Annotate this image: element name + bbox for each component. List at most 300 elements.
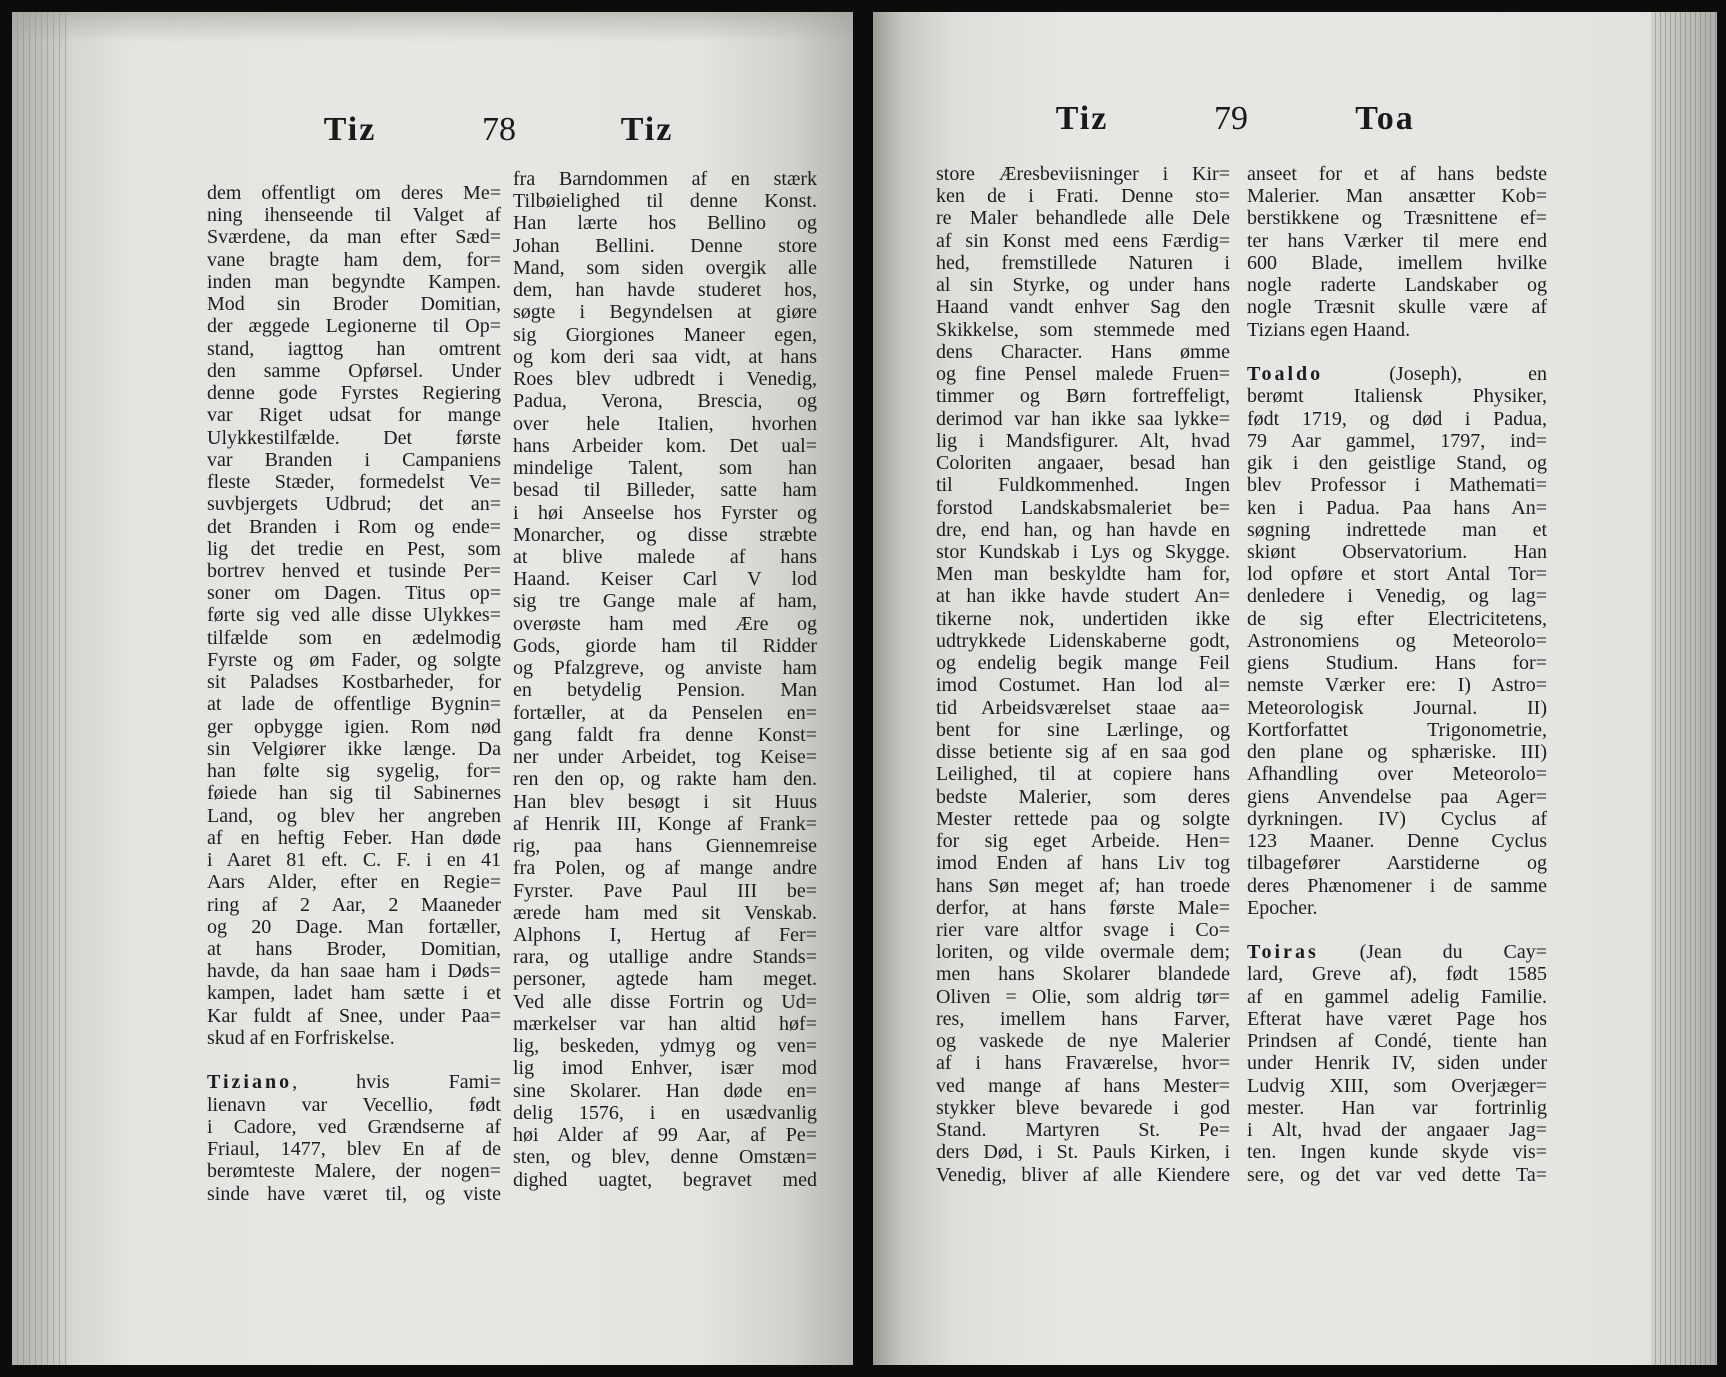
text-line	[513, 479, 817, 501]
text-line	[207, 1027, 501, 1049]
text-line	[1247, 875, 1547, 897]
entry-headword: Tiziano	[207, 1071, 293, 1094]
text-line	[207, 1094, 501, 1116]
line-text: sere, og det var ved dette Ta=	[1247, 1163, 1547, 1186]
text-line	[936, 230, 1230, 252]
line-text: født 1719, og død i Padua,	[1247, 407, 1547, 430]
text-line	[513, 324, 817, 346]
text-line	[1247, 1008, 1547, 1030]
line-text: af i hans Fraværelse, hvor=	[936, 1052, 1230, 1075]
text-line	[1247, 585, 1547, 607]
text-line	[936, 497, 1230, 519]
line-text: i høi Anseelse hos Fyrster og	[513, 501, 817, 524]
text-line	[513, 524, 817, 546]
text-line	[936, 519, 1230, 541]
text-line	[1247, 185, 1547, 207]
line-text: denledere i Venedig, og lag=	[1247, 585, 1547, 608]
line-text: men hans Skolarer blandede	[936, 963, 1230, 986]
line-text: Gods, giorde ham til Ridder	[513, 634, 817, 657]
line-text: Alphons I, Hertug af Fer=	[513, 923, 817, 946]
running-head-left: Tiz	[1055, 100, 1109, 137]
text-line	[513, 212, 817, 234]
text-line	[1247, 452, 1547, 474]
line-text: af sin Konst med eens Færdig=	[936, 229, 1230, 252]
line-text: blev Professor i Mathemati=	[1247, 474, 1547, 497]
line-text: Fyrste og øm Fader, og solgte	[207, 648, 501, 671]
text-line	[513, 768, 817, 790]
line-text: Fyrster. Pave Paul III be=	[513, 879, 817, 902]
text-line	[207, 960, 501, 982]
text-line	[207, 849, 501, 871]
text-line	[513, 1146, 817, 1168]
line-text: Prindsen af Condé, tiente han	[1247, 1030, 1547, 1053]
page-number: 78	[482, 111, 516, 148]
text-line	[513, 991, 817, 1013]
line-text: søgte i Begyndelsen at giøre	[513, 301, 817, 324]
line-text: Kar fuldt af Snee, under Paa=	[207, 1004, 501, 1027]
line-text: og fine Pensel malede Fruen=	[936, 363, 1230, 386]
text-line	[936, 830, 1230, 852]
text-line	[513, 813, 817, 835]
text-line	[1247, 697, 1547, 719]
line-text: forstod Landskabsmaleriet be=	[936, 496, 1230, 519]
text-line	[936, 541, 1230, 563]
line-text: skud af en Forfriskelse.	[207, 1026, 395, 1049]
line-text: det Branden i Rom og ende=	[207, 515, 501, 538]
text-line	[936, 875, 1230, 897]
line-text: dighed uagtet, begravet med	[513, 1168, 817, 1191]
line-text: 600 Blade, imellem hvilke	[1247, 251, 1547, 274]
text-line	[936, 1030, 1230, 1052]
line-text: re Maler behandlede alle Dele	[936, 207, 1230, 230]
text-line	[936, 1141, 1230, 1163]
line-text: og kom deri saa vidt, at hans	[513, 345, 817, 368]
text-line	[513, 279, 817, 301]
line-text: hans Søn meget af; han troede	[936, 874, 1230, 897]
line-text: den plane og sphæriske. III)	[1247, 741, 1547, 764]
line-text: førte sig ved alle disse Ulykkes=	[207, 604, 501, 627]
text-line	[513, 190, 817, 212]
text-line	[207, 582, 501, 604]
line-text: Kortforfattet Trigonometrie,	[1247, 718, 1547, 741]
line-text: berømteste Malere, der nogen=	[207, 1160, 501, 1183]
line-text: nogle Træsnit skulle være af	[1247, 296, 1547, 319]
text-line	[207, 293, 501, 315]
dictionary-entry	[1247, 363, 1547, 919]
text-line	[1247, 1052, 1547, 1074]
text-line	[207, 360, 501, 382]
line-text: Han lærte hos Bellino og	[513, 212, 817, 235]
text-line	[1247, 741, 1547, 763]
text-line	[513, 857, 817, 879]
text-line	[936, 385, 1230, 407]
text-line	[207, 315, 501, 337]
line-text: bent for sine Lærlinge, og	[936, 718, 1230, 741]
text-line	[207, 1005, 501, 1027]
line-text: ren den op, og rakte ham den.	[513, 768, 817, 791]
line-text: den samme Opførsel. Under	[207, 359, 501, 382]
line-text: overøste ham med Ære og	[513, 612, 817, 635]
text-line	[936, 430, 1230, 452]
text-line	[936, 252, 1230, 274]
line-text: store Æresbeviisninger i Kir=	[936, 163, 1230, 185]
text-line	[1247, 1030, 1547, 1052]
text-line	[1247, 630, 1547, 652]
line-text: sig Giorgiones Maneer egen,	[513, 323, 817, 346]
text-line	[1247, 541, 1547, 563]
line-text: Aars Alder, efter en Regie=	[207, 871, 501, 894]
line-text: Ludvig XIII, som Overjæger=	[1247, 1074, 1547, 1097]
line-text: inden man begyndte Kampen.	[207, 270, 501, 293]
text-line	[936, 652, 1230, 674]
text-line	[513, 968, 817, 990]
text-line	[936, 563, 1230, 585]
line-text: denne gode Fyrstes Regiering	[207, 382, 501, 405]
text-line	[513, 880, 817, 902]
line-text: hans Arbeider kom. Det ual=	[513, 434, 817, 457]
text-line	[207, 671, 501, 693]
line-text: sig tre Gange male af ham,	[513, 590, 817, 613]
line-text: lod opføre et stort Antal Tor=	[1247, 563, 1547, 586]
line-text: timmer og Børn fortreffeligt,	[936, 385, 1230, 408]
line-text: Epocher.	[1247, 896, 1318, 919]
line-text: en betydelig Pension. Man	[513, 679, 817, 702]
line-text: disse betiente sig af en saa god	[936, 741, 1230, 764]
text-line	[1247, 207, 1547, 229]
text-line	[207, 627, 501, 649]
line-text: Leilighed, til at copiere hans	[936, 763, 1230, 786]
text-line	[936, 474, 1230, 496]
line-text: berømt Italiensk Physiker,	[1247, 385, 1547, 408]
text-line	[1247, 385, 1547, 407]
line-text: sine Skolarer. Han døde en=	[513, 1079, 817, 1102]
line-text: 79 Aar gammel, 1797, ind=	[1247, 429, 1547, 452]
line-text: Monarcher, og disse stræbte	[513, 523, 817, 546]
text-line	[207, 538, 501, 560]
line-text: derimod var han ikke saa lykke=	[936, 407, 1230, 430]
line-text: Men man beskyldte ham for,	[936, 563, 1230, 586]
text-line	[1247, 563, 1547, 585]
text-line	[1247, 808, 1547, 830]
text-line	[207, 471, 501, 493]
text-paragraph	[1247, 163, 1547, 341]
text-line	[513, 946, 817, 968]
line-text: at lade de offentlige Bygnin=	[207, 693, 501, 716]
text-line	[1247, 963, 1547, 985]
line-text: og Pfalzgreve, og anviste ham	[513, 657, 817, 680]
line-text: at han ikke havde studert An=	[936, 585, 1230, 608]
text-line	[1247, 674, 1547, 696]
line-text: Efterat have været Page hos	[1247, 1007, 1547, 1030]
text-line	[936, 1119, 1230, 1141]
text-line	[513, 568, 817, 590]
page-stack-edge	[1651, 12, 1717, 1365]
running-head-left: Tiz	[323, 111, 377, 148]
text-line	[207, 338, 501, 360]
line-text: soner om Dagen. Titus op=	[207, 582, 501, 605]
line-text: Afhandling over Meteorolo=	[1247, 763, 1547, 786]
text-line	[1247, 274, 1547, 296]
line-text: fleste Stæder, formedelst Ve=	[207, 471, 501, 494]
text-line	[207, 938, 501, 960]
text-line	[207, 271, 501, 293]
text-line	[207, 894, 501, 916]
text-line	[936, 585, 1230, 607]
line-text: Meteorologisk Journal. II)	[1247, 696, 1547, 719]
text-line	[1247, 1164, 1547, 1186]
text-line	[936, 363, 1230, 385]
text-column	[513, 168, 817, 1191]
text-line	[513, 590, 817, 612]
line-text: for sig eget Arbeide. Hen=	[936, 830, 1230, 853]
text-line	[513, 368, 817, 390]
text-line	[513, 835, 817, 857]
text-line	[513, 613, 817, 635]
line-text: tikerne nok, undertiden ikke	[936, 607, 1230, 630]
running-head-right: Tiz	[620, 111, 674, 148]
line-text: mester. Han var fortrinlig	[1247, 1096, 1547, 1119]
text-line	[936, 897, 1230, 919]
text-line	[936, 408, 1230, 430]
line-text: suvbjergets Udbrud; det an=	[207, 493, 501, 516]
text-line	[207, 1138, 501, 1160]
text-line	[1247, 941, 1547, 963]
line-text: fortæller, at da Penselen en=	[513, 701, 817, 724]
line-text: personer, agtede ham meget.	[513, 968, 817, 991]
text-line	[513, 1057, 817, 1079]
text-line	[936, 697, 1230, 719]
text-line	[513, 635, 817, 657]
line-text: gik i den geistlige Stand, og	[1247, 452, 1547, 475]
text-line	[513, 235, 817, 257]
text-line	[207, 827, 501, 849]
text-line	[936, 963, 1230, 985]
text-line	[513, 301, 817, 323]
line-text: Haand vandt enhver Sag den	[936, 296, 1230, 319]
text-line	[207, 604, 501, 626]
line-text: i Alt, hvad der angaaer Jag=	[1247, 1119, 1547, 1142]
text-line	[1247, 163, 1547, 185]
line-text: Mester rettede paa og solgte	[936, 807, 1230, 830]
text-line	[936, 763, 1230, 785]
text-line	[207, 226, 501, 248]
text-line	[513, 546, 817, 568]
line-text: Mand, som siden overgik alle	[513, 256, 817, 279]
line-text: Coloriten angaaer, besad han	[936, 452, 1230, 475]
line-text: lig i Mandsfigurer. Alt, hvad	[936, 429, 1230, 452]
right-page	[873, 12, 1717, 1365]
text-line	[936, 319, 1230, 341]
line-text: Roes blev udbredt i Venedig,	[513, 368, 817, 391]
line-text: bortrev henved et tusinde Per=	[207, 559, 501, 582]
text-line	[207, 427, 501, 449]
text-line	[513, 902, 817, 924]
line-text: og vaskede de nye Malerier	[936, 1030, 1230, 1053]
line-text: dem, han havde studeret hos,	[513, 279, 817, 302]
line-text: stykker bleve bevarede i god	[936, 1096, 1230, 1119]
text-line	[936, 941, 1230, 963]
line-text: stor Kundskab i Lys og Skygge.	[936, 540, 1230, 563]
line-text: dyrkningen. IV) Cyclus af	[1247, 807, 1547, 830]
line-text: Johan Bellini. Denne store	[513, 234, 817, 257]
line-text: nemste Værker ere: I) Astro=	[1247, 674, 1547, 697]
text-line	[936, 786, 1230, 808]
text-line	[513, 435, 817, 457]
text-line	[513, 346, 817, 368]
line-text: skiønt Observatorium. Han	[1247, 540, 1547, 563]
line-text: i Cadore, ved Grændserne af	[207, 1115, 501, 1138]
line-text: var Branden i Campaniens	[207, 448, 501, 471]
line-text: over hele Italien, hvorhen	[513, 412, 817, 435]
line-text: til Fuldkommenhed. Ingen	[936, 474, 1230, 497]
text-line	[513, 413, 817, 435]
text-line	[207, 249, 501, 271]
line-text: ring af 2 Aar, 2 Maaneder	[207, 893, 501, 916]
text-line	[513, 924, 817, 946]
text-line	[513, 746, 817, 768]
text-line	[207, 1116, 501, 1138]
text-line	[1247, 519, 1547, 541]
line-text: , hvis Fami=	[292, 1071, 501, 1094]
line-text: Ulykkestilfælde. Det første	[207, 426, 501, 449]
text-line	[936, 719, 1230, 741]
line-text: Venedig, bliver af alle Kiendere	[936, 1163, 1230, 1186]
line-text: sinde have været til, og viste	[207, 1182, 501, 1205]
line-text: stand, iagttog han omtrent	[207, 337, 501, 360]
line-text: havde, da han saae ham i Døds=	[207, 960, 501, 983]
line-text: ders Død, i St. Pauls Kirken, i	[936, 1141, 1230, 1164]
line-text: nogle raderte Landskaber og	[1247, 274, 1547, 297]
line-text: gang faldt fra denne Konst=	[513, 723, 817, 746]
text-line	[513, 1035, 817, 1057]
line-text: bedste Malerier, som deres	[936, 785, 1230, 808]
text-line	[1247, 408, 1547, 430]
text-line	[936, 274, 1230, 296]
text-line	[1247, 430, 1547, 452]
text-line	[936, 608, 1230, 630]
line-text: delig 1576, i en usædvanlig	[513, 1101, 817, 1124]
line-text: ner under Arbeidet, tog Keise=	[513, 746, 817, 769]
line-text: i Aaret 81 eft. C. F. i en 41	[207, 849, 501, 872]
text-line	[207, 493, 501, 515]
text-line	[1247, 830, 1547, 852]
line-text: fra Polen, og af mange andre	[513, 857, 817, 880]
text-line	[513, 257, 817, 279]
line-text: dre, end han, og han havde en	[936, 518, 1230, 541]
line-text: søgning indrettede man et	[1247, 518, 1547, 541]
text-line	[1247, 986, 1547, 1008]
line-text: ger opbygge igien. Rom nød	[207, 715, 501, 738]
line-text: ken i Padua. Paa hans An=	[1247, 496, 1547, 519]
text-line	[936, 296, 1230, 318]
text-line	[936, 1097, 1230, 1119]
line-text: sin Velgiører ikke længe. Da	[207, 737, 501, 760]
text-line	[513, 657, 817, 679]
text-line	[936, 185, 1230, 207]
text-line	[207, 560, 501, 582]
line-text: kampen, ladet ham sætte i et	[207, 982, 501, 1005]
line-text: Malerier. Man ansætter Kob=	[1247, 185, 1547, 208]
line-text: tilfælde som en ædelmodig	[207, 626, 501, 649]
line-text: Haand. Keiser Carl V lod	[513, 568, 817, 591]
text-line	[207, 738, 501, 760]
text-line	[936, 1164, 1230, 1186]
line-text: (Joseph), en	[1323, 363, 1547, 386]
line-text: 123 Maaner. Denne Cyclus	[1247, 830, 1547, 853]
line-text: deres Phænomener i de samme	[1247, 874, 1547, 897]
line-text: tid Arbeidsværelset staae aa=	[936, 696, 1230, 719]
text-line	[936, 986, 1230, 1008]
text-line	[1247, 786, 1547, 808]
text-line	[936, 207, 1230, 229]
text-line	[1247, 296, 1547, 318]
line-text: dens Character. Hans ømme	[936, 340, 1230, 363]
text-line	[1247, 1075, 1547, 1097]
text-line	[1247, 897, 1547, 919]
line-text: mærkelser var han altid høf=	[513, 1012, 817, 1035]
page-stack-edge	[12, 12, 68, 1365]
line-text: at blive malede af hans	[513, 545, 817, 568]
line-text: Skikkelse, som stemmede med	[936, 318, 1230, 341]
text-line	[513, 457, 817, 479]
line-text: sit Paladses Kostbarheder, for	[207, 671, 501, 694]
line-text: Sværdene, da man efter Sæd=	[207, 226, 501, 249]
line-text: ten. Ingen kunde skyde vis=	[1247, 1141, 1547, 1164]
text-line	[207, 1071, 501, 1093]
running-head-right: Toa	[1355, 100, 1415, 137]
entry-headword: Toiras	[1247, 941, 1319, 964]
text-line	[207, 805, 501, 827]
page-number: 79	[1214, 100, 1248, 137]
line-text: udtrykkede Lidenskaberne godt,	[936, 629, 1230, 652]
text-line	[513, 1102, 817, 1124]
text-line	[207, 1183, 501, 1205]
text-line	[1247, 1097, 1547, 1119]
line-text: Stand. Martyren St. Pe=	[936, 1119, 1230, 1142]
line-text: lig det tredie en Pest, som	[207, 537, 501, 560]
line-text: Land, og blev her angreben	[207, 804, 501, 827]
text-line	[207, 716, 501, 738]
text-paragraph	[207, 182, 501, 1049]
line-text: berstikkene og Træsnittene ef=	[1247, 207, 1547, 230]
text-line	[207, 782, 501, 804]
text-line	[1247, 719, 1547, 741]
text-line	[936, 808, 1230, 830]
text-paragraph	[513, 168, 817, 1191]
line-text: han følte sig sygelig, for=	[207, 760, 501, 783]
line-text: rier vare altfor svage i Co=	[936, 918, 1230, 941]
line-text: derfor, at hans første Male=	[936, 896, 1230, 919]
text-line	[513, 1124, 817, 1146]
line-text: lig imod Enhver, især mod	[513, 1057, 817, 1080]
line-text: ved mange af hans Mester=	[936, 1074, 1230, 1097]
line-text: Friaul, 1477, blev En af de	[207, 1138, 501, 1161]
dictionary-entry	[207, 1071, 501, 1204]
line-text: besad til Billeder, satte ham	[513, 479, 817, 502]
text-line	[1247, 1119, 1547, 1141]
text-line	[936, 452, 1230, 474]
line-text: af en heftig Feber. Han døde	[207, 826, 501, 849]
line-text: Han blev besøgt i sit Huus	[513, 790, 817, 813]
text-line	[1247, 474, 1547, 496]
text-line	[513, 390, 817, 412]
line-text: sten, og blev, denne Omstæn=	[513, 1146, 817, 1169]
text-line	[207, 182, 501, 204]
line-text: Mod sin Broder Domitian,	[207, 293, 501, 316]
line-text: imod Enden af hans Liv tog	[936, 852, 1230, 875]
text-line	[207, 1160, 501, 1182]
line-text: under Henrik IV, siden under	[1247, 1052, 1547, 1075]
